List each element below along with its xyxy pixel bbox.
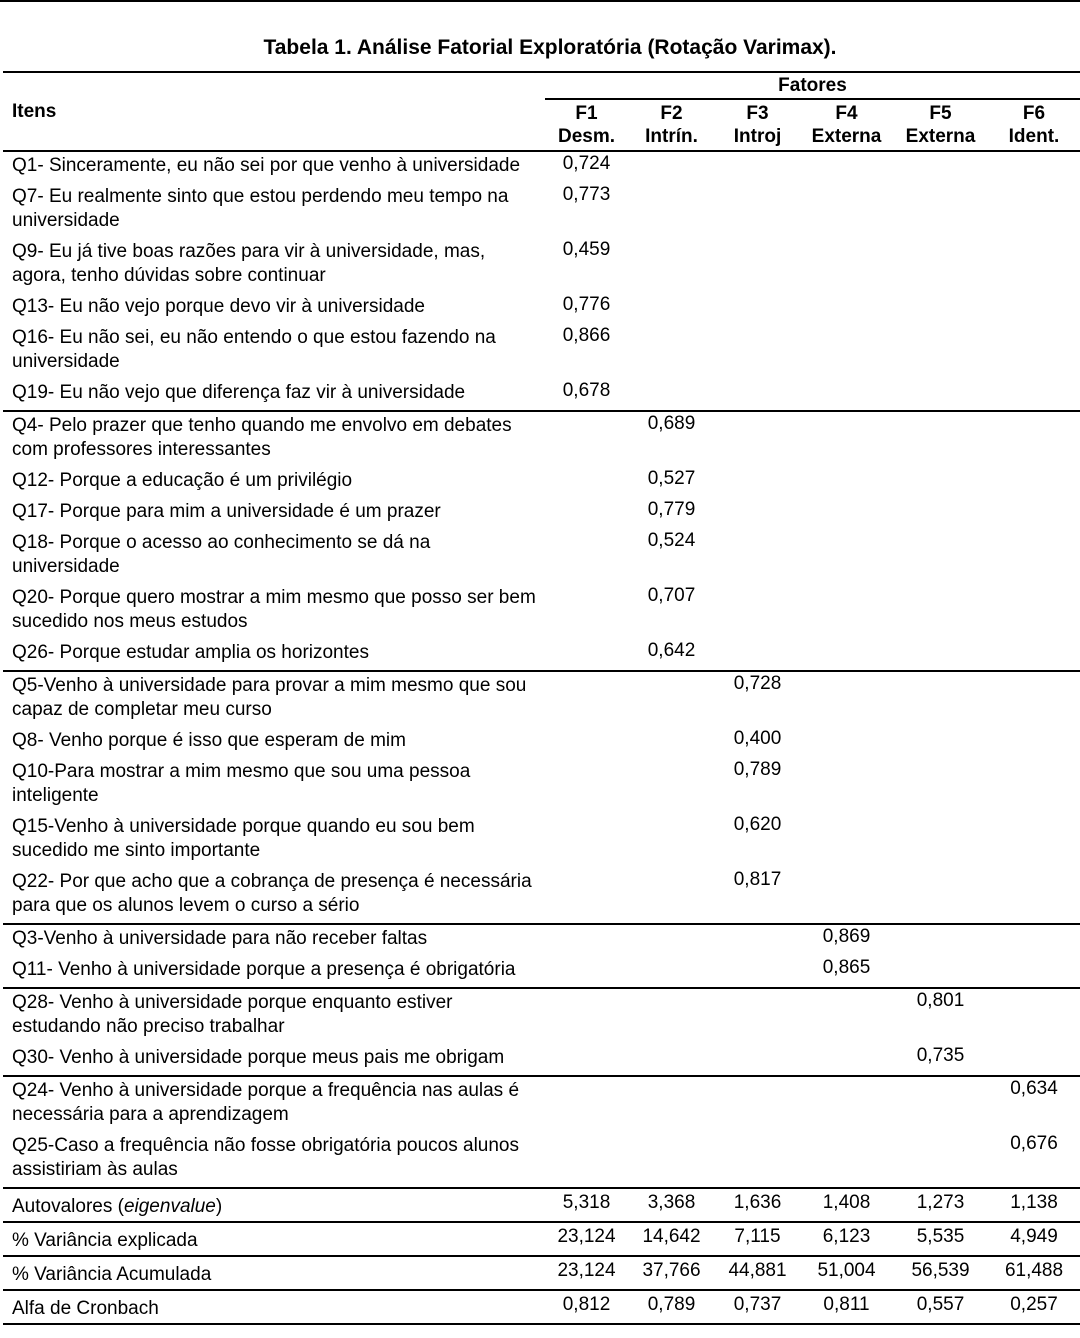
factor-loading: 0,724 xyxy=(562,153,611,174)
table-row xyxy=(3,956,1080,988)
empty-cell xyxy=(800,758,893,813)
table-row xyxy=(3,411,1080,467)
stat-value: 1,273 xyxy=(893,1188,988,1222)
table-row xyxy=(3,813,1080,868)
empty-cell xyxy=(800,671,893,727)
empty-cell xyxy=(715,324,800,379)
empty-cell xyxy=(988,671,1080,727)
empty-cell xyxy=(893,1076,988,1132)
empty-cell xyxy=(545,988,628,1044)
empty-cell xyxy=(800,727,893,758)
table-row xyxy=(3,238,1080,293)
item-text: Q22- Por que acho que a cobrança de presença é necessária para que os alunos levem o curso a sério xyxy=(3,868,545,924)
item-text: Q26- Porque estudar amplia os horizontes xyxy=(3,639,545,671)
empty-cell xyxy=(715,584,800,639)
item-text: Q30- Venho à universidade porque meus pais me obrigam xyxy=(3,1044,545,1076)
empty-cell xyxy=(628,183,715,238)
factor-analysis-table xyxy=(3,71,1080,1325)
factor-code: F4 xyxy=(835,103,858,124)
empty-cell xyxy=(800,293,893,324)
empty-cell xyxy=(988,411,1080,467)
table-row xyxy=(3,868,1080,924)
factor-loading: 0,707 xyxy=(647,585,696,606)
item-text: Q8- Venho porque é isso que esperam de mim xyxy=(12,730,406,751)
stat-label xyxy=(3,1222,545,1256)
stat-value: 3,368 xyxy=(628,1188,715,1222)
table-row xyxy=(3,183,1080,238)
empty-cell xyxy=(893,411,988,467)
empty-cell xyxy=(988,293,1080,324)
stat-label xyxy=(3,1188,545,1222)
empty-cell xyxy=(800,183,893,238)
factor-loading: 0,773 xyxy=(562,184,611,205)
stat-label-text: Alfa de Cronbach xyxy=(12,1298,159,1319)
empty-cell xyxy=(715,639,800,671)
factor-name: Desm. xyxy=(557,126,616,147)
empty-cell xyxy=(628,671,715,727)
item-text: Q19- Eu não vejo que diferença faz vir à universidade xyxy=(3,379,545,411)
empty-cell xyxy=(628,988,715,1044)
empty-cell xyxy=(893,956,988,988)
stat-row xyxy=(3,1188,1080,1222)
factor-loading: 0,789 xyxy=(733,759,782,780)
empty-cell xyxy=(715,529,800,584)
factor-loading: 0,527 xyxy=(647,468,696,489)
empty-cell xyxy=(715,467,800,498)
factor-loading: 0,676 xyxy=(988,1132,1080,1188)
empty-cell xyxy=(800,584,893,639)
empty-cell xyxy=(545,584,628,639)
stat-value: 4,949 xyxy=(988,1222,1080,1256)
stat-value: 0,812 xyxy=(545,1290,628,1324)
empty-cell xyxy=(988,584,1080,639)
table-row xyxy=(3,727,1080,758)
empty-cell xyxy=(893,467,988,498)
table-row xyxy=(3,151,1080,183)
table-row xyxy=(3,924,1080,956)
table-row xyxy=(3,324,1080,379)
empty-cell xyxy=(545,411,628,467)
empty-cell xyxy=(800,813,893,868)
empty-cell xyxy=(545,529,628,584)
empty-cell xyxy=(988,529,1080,584)
stat-value: 1,636 xyxy=(715,1188,800,1222)
table-row xyxy=(3,529,1080,584)
item-text: Q3-Venho à universidade para não receber faltas xyxy=(12,928,428,949)
empty-cell xyxy=(800,324,893,379)
empty-cell xyxy=(988,639,1080,671)
factor-header-f2 xyxy=(628,99,715,151)
empty-cell xyxy=(628,293,715,324)
factor-loading: 0,634 xyxy=(1010,1078,1058,1099)
table-row xyxy=(3,379,1080,411)
empty-cell xyxy=(715,988,800,1044)
item-text: Q20- Porque quero mostrar a mim mesmo que posso ser bem sucedido nos meus estudos xyxy=(12,587,536,632)
item-text: Q1- Sinceramente, eu não sei por que venho à universidade xyxy=(12,155,521,176)
empty-cell xyxy=(545,813,628,868)
empty-cell xyxy=(715,1132,800,1188)
empty-cell xyxy=(715,411,800,467)
stat-label xyxy=(3,1256,545,1290)
stat-value: 23,124 xyxy=(545,1222,628,1256)
table-row xyxy=(3,1076,1080,1132)
item-text: Q18- Porque o acesso ao conhecimento se dá na universidade xyxy=(12,532,431,577)
empty-cell xyxy=(988,324,1080,379)
empty-cell xyxy=(628,238,715,293)
empty-cell xyxy=(715,956,800,988)
factor-code: F3 xyxy=(746,103,769,124)
table-row xyxy=(3,1044,1080,1076)
empty-cell xyxy=(628,727,715,758)
empty-cell xyxy=(893,639,988,671)
factor-header-f5 xyxy=(893,99,988,151)
factor-loading: 0,678 xyxy=(545,379,628,411)
empty-cell xyxy=(800,868,893,924)
stat-label-text: % Variância Acumulada xyxy=(12,1264,212,1285)
factor-header-f4 xyxy=(800,99,893,151)
empty-cell xyxy=(628,1076,715,1132)
stat-value: 56,539 xyxy=(893,1256,988,1290)
empty-cell xyxy=(628,324,715,379)
item-text: Q5-Venho à universidade para provar a mim mesmo que sou capaz de completar meu curso xyxy=(12,675,527,720)
empty-cell xyxy=(800,988,893,1044)
item-text: Q17- Porque para mim a universidade é um prazer xyxy=(12,501,441,522)
empty-cell xyxy=(800,379,893,411)
empty-cell xyxy=(893,1132,988,1188)
table-row xyxy=(3,293,1080,324)
empty-cell xyxy=(715,924,800,956)
empty-cell xyxy=(715,1044,800,1076)
item-text: Q24- Venho à universidade porque a frequência nas aulas é necessária para a aprendizagem xyxy=(12,1080,520,1125)
empty-cell xyxy=(628,1044,715,1076)
empty-cell xyxy=(715,498,800,529)
factor-loading: 0,866 xyxy=(562,325,611,346)
empty-cell xyxy=(628,924,715,956)
empty-cell xyxy=(893,584,988,639)
stat-value: 0,557 xyxy=(893,1290,988,1324)
empty-cell xyxy=(715,293,800,324)
factor-loading: 0,524 xyxy=(647,530,696,551)
empty-cell xyxy=(893,529,988,584)
factor-loading: 0,865 xyxy=(800,956,893,988)
factor-code: F2 xyxy=(660,103,683,124)
factor-name: Intrín. xyxy=(645,126,698,147)
empty-cell xyxy=(545,956,628,988)
empty-cell xyxy=(800,529,893,584)
factor-header-f3 xyxy=(715,99,800,151)
stat-value: 0,811 xyxy=(800,1290,893,1324)
empty-cell xyxy=(628,151,715,183)
empty-cell xyxy=(545,1044,628,1076)
empty-cell xyxy=(893,671,988,727)
factor-loading: 0,459 xyxy=(562,239,611,260)
item-text: Q11- Venho à universidade porque a presença é obrigatória xyxy=(3,956,545,988)
empty-cell xyxy=(893,324,988,379)
table-row xyxy=(3,584,1080,639)
stat-value: 7,115 xyxy=(715,1222,800,1256)
item-text: Q15-Venho à universidade porque quando eu sou bem sucedido me sinto importante xyxy=(12,816,475,861)
empty-cell xyxy=(988,498,1080,529)
empty-cell xyxy=(628,813,715,868)
factor-code: F5 xyxy=(929,103,952,124)
table-row xyxy=(3,498,1080,529)
item-text: Q25-Caso a frequência não fosse obrigatória poucos alunos assistiriam às aulas xyxy=(3,1132,545,1188)
empty-cell xyxy=(545,758,628,813)
empty-cell xyxy=(800,639,893,671)
factor-code: F6 xyxy=(1022,103,1046,124)
empty-cell xyxy=(545,498,628,529)
factor-loading: 0,801 xyxy=(916,990,965,1011)
empty-cell xyxy=(893,151,988,183)
empty-cell xyxy=(715,151,800,183)
empty-cell xyxy=(628,956,715,988)
item-text: Q4- Pelo prazer que tenho quando me envolvo em debates com professores interessantes xyxy=(12,415,512,460)
empty-cell xyxy=(800,238,893,293)
empty-cell xyxy=(988,467,1080,498)
empty-cell xyxy=(988,183,1080,238)
empty-cell xyxy=(545,671,628,727)
stat-label xyxy=(3,1290,545,1324)
empty-cell xyxy=(628,758,715,813)
empty-cell xyxy=(893,727,988,758)
table-row xyxy=(3,1132,1080,1188)
empty-cell xyxy=(545,727,628,758)
table-title: Tabela 1. Análise Fatorial Exploratória (Rotação Varimax). xyxy=(263,36,837,59)
stat-label-text: % Variância explicada xyxy=(12,1230,198,1251)
empty-cell xyxy=(988,727,1080,758)
stat-value: 51,004 xyxy=(800,1256,893,1290)
table-row xyxy=(3,671,1080,727)
empty-cell xyxy=(988,758,1080,813)
stat-value: 0,257 xyxy=(988,1290,1080,1324)
factor-name: Externa xyxy=(811,126,882,147)
stat-value: 23,124 xyxy=(545,1256,628,1290)
empty-cell xyxy=(545,1076,628,1132)
empty-cell xyxy=(800,1076,893,1132)
empty-cell xyxy=(715,183,800,238)
stat-row xyxy=(3,1256,1080,1290)
empty-cell xyxy=(628,1132,715,1188)
empty-cell xyxy=(715,379,800,411)
item-text: Q7- Eu realmente sinto que estou perdendo meu tempo na universidade xyxy=(12,186,509,231)
empty-cell xyxy=(715,238,800,293)
empty-cell xyxy=(988,988,1080,1044)
stat-value: 0,737 xyxy=(715,1290,800,1324)
factor-loading: 0,400 xyxy=(733,728,782,749)
empty-cell xyxy=(545,924,628,956)
empty-cell xyxy=(988,813,1080,868)
stat-value: 6,123 xyxy=(800,1222,893,1256)
top-rule xyxy=(0,0,1080,2)
empty-cell xyxy=(893,293,988,324)
stat-label-italic: eigenvalue xyxy=(123,1196,216,1217)
stat-row xyxy=(3,1222,1080,1256)
stat-value: 14,642 xyxy=(628,1222,715,1256)
empty-cell xyxy=(988,238,1080,293)
factor-loading: 0,728 xyxy=(733,673,782,694)
factor-loading: 0,642 xyxy=(628,639,715,671)
empty-cell xyxy=(800,1044,893,1076)
factor-name: Ident. xyxy=(1008,126,1060,147)
item-text: Q9- Eu já tive boas razões para vir à universidade, mas, agora, tenho dúvidas sobre continuar xyxy=(12,241,486,286)
empty-cell xyxy=(545,868,628,924)
empty-cell xyxy=(893,868,988,924)
factor-loading: 0,689 xyxy=(647,413,696,434)
factor-code: F1 xyxy=(575,103,598,124)
empty-cell xyxy=(893,498,988,529)
items-header: Itens xyxy=(3,72,545,151)
empty-cell xyxy=(545,639,628,671)
table-row xyxy=(3,988,1080,1044)
stat-value: 44,881 xyxy=(715,1256,800,1290)
factor-loading: 0,620 xyxy=(733,814,782,835)
item-text: Q10-Para mostrar a mim mesmo que sou uma pessoa inteligente xyxy=(12,761,471,806)
empty-cell xyxy=(800,1132,893,1188)
empty-cell xyxy=(893,238,988,293)
empty-cell xyxy=(545,467,628,498)
empty-cell xyxy=(800,151,893,183)
factor-name: Introj xyxy=(733,126,782,147)
stat-label-suffix: ) xyxy=(215,1196,223,1217)
empty-cell xyxy=(988,1044,1080,1076)
factor-loading: 0,735 xyxy=(893,1044,988,1076)
empty-cell xyxy=(800,411,893,467)
empty-cell xyxy=(545,1132,628,1188)
stat-value: 5,318 xyxy=(545,1188,628,1222)
stat-value: 61,488 xyxy=(988,1256,1080,1290)
stat-value: 37,766 xyxy=(628,1256,715,1290)
empty-cell xyxy=(988,868,1080,924)
factor-loading: 0,776 xyxy=(562,294,611,315)
factor-header-f6 xyxy=(988,99,1080,151)
stat-value: 0,789 xyxy=(628,1290,715,1324)
item-text: Q12- Porque a educação é um privilégio xyxy=(12,470,353,491)
empty-cell xyxy=(893,813,988,868)
factors-header: Fatores xyxy=(545,72,1080,99)
empty-cell xyxy=(715,1076,800,1132)
empty-cell xyxy=(893,924,988,956)
item-text: Q28- Venho à universidade porque enquanto estiver estudando não preciso trabalhar xyxy=(12,992,453,1037)
empty-cell xyxy=(628,868,715,924)
empty-cell xyxy=(893,183,988,238)
empty-cell xyxy=(988,151,1080,183)
empty-cell xyxy=(988,379,1080,411)
factor-loading: 0,779 xyxy=(647,499,696,520)
item-text: Q13- Eu não vejo porque devo vir à universidade xyxy=(12,296,425,317)
empty-cell xyxy=(988,956,1080,988)
factor-name: Externa xyxy=(905,126,976,147)
table-row xyxy=(3,758,1080,813)
stat-row xyxy=(3,1290,1080,1324)
stat-value: 5,535 xyxy=(893,1222,988,1256)
empty-cell xyxy=(893,758,988,813)
factor-loading: 0,869 xyxy=(822,926,871,947)
empty-cell xyxy=(800,498,893,529)
empty-cell xyxy=(628,379,715,411)
stat-value: 1,138 xyxy=(988,1188,1080,1222)
empty-cell xyxy=(988,924,1080,956)
stat-value: 1,408 xyxy=(800,1188,893,1222)
factor-loading: 0,817 xyxy=(715,868,800,924)
stat-label-text: Autovalores ( xyxy=(12,1196,124,1217)
table-row xyxy=(3,467,1080,498)
factor-header-f1 xyxy=(545,99,628,151)
empty-cell xyxy=(800,467,893,498)
table-row xyxy=(3,639,1080,671)
item-text: Q16- Eu não sei, eu não entendo o que estou fazendo na universidade xyxy=(12,327,496,372)
empty-cell xyxy=(893,379,988,411)
